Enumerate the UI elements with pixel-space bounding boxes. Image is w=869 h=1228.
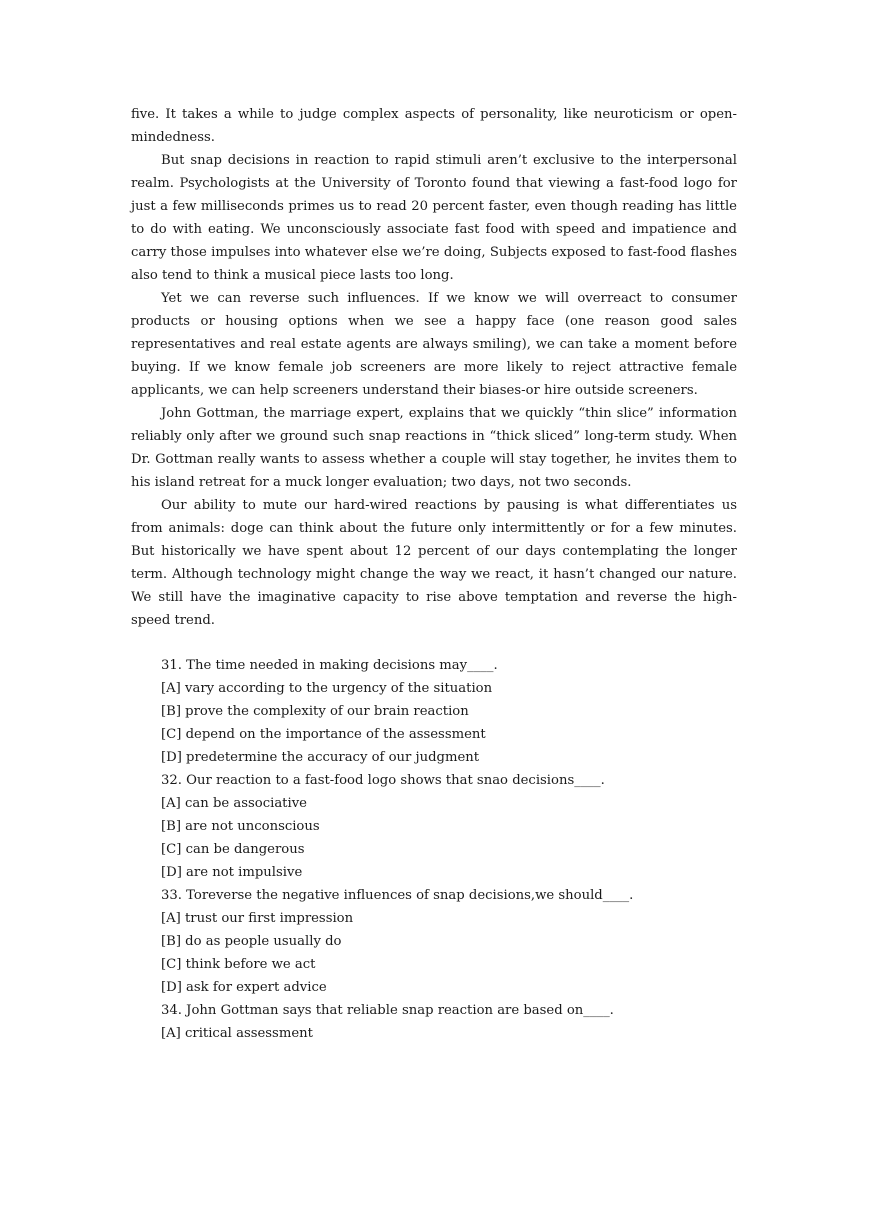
passage-paragraph-1: five. It takes a while to judge complex aspects of personality, like neuroticism or open-mindedness. [131, 107, 737, 145]
question-31-option-c: [C] depend on the importance of the assessment [161, 727, 486, 742]
question-31-option-d: [D] predetermine the accuracy of our judgment [161, 750, 480, 765]
question-31-option-a: [A] vary according to the urgency of the situation [161, 681, 493, 696]
passage-paragraph-5: Our ability to mute our hard-wired reactions by pausing is what differentiates us from animals: doge can think about the future only intermittently or for a few minutes. But historically we have spent about 12 percent of our days contemplating the longer term. Although technology might change the way we react, it hasn’t changed our nature. We still have the imaginative capacity to rise above temptation and reverse the high-speed trend. [131, 498, 737, 628]
question-32-option-a: [A] can be associative [161, 796, 307, 811]
question-list [131, 654, 737, 1045]
passage-paragraph-3: Yet we can reverse such influences. If we know we will overreact to consumer products or housing options when we see a happy face (one reason good sales representatives and real estate agents are always smiling), we can take a moment before buying. If we know female job screeners are more likely to reject attractive female applicants, we can help screeners understand their biases-or hire outside screeners. [131, 291, 737, 398]
question-32-stem: 32. Our reaction to a fast-food logo shows that snao decisions____. [161, 773, 605, 788]
question-33-option-b: [B] do as people usually do [161, 934, 342, 949]
reading-passage [131, 103, 737, 632]
question-32-option-c: [C] can be dangerous [161, 842, 305, 857]
passage-paragraph-2: But snap decisions in reaction to rapid stimuli aren’t exclusive to the interpersonal realm. Psychologists at the University of Toronto found that viewing a fast-food logo for just a few milliseconds primes us to read 20 percent faster, even though reading has little to do with eating. We unconsciously associate fast food with speed and impatience and carry those impulses into whatever else we’re doing, Subjects exposed to fast-food flashes also tend to think a musical piece lasts too long. [131, 153, 737, 283]
question-32-option-d: [D] are not impulsive [161, 865, 303, 880]
question-31-stem: 31. The time needed in making decisions may____. [161, 658, 498, 673]
question-33-option-c: [C] think before we act [161, 957, 316, 972]
question-32-option-b: [B] are not unconscious [161, 819, 320, 834]
question-33-option-d: [D] ask for expert advice [161, 980, 327, 995]
question-33-option-a: [A] trust our first impression [161, 911, 354, 926]
question-34-option-a: [A] critical assessment [161, 1026, 313, 1041]
question-34-stem: 34. John Gottman says that reliable snap reaction are based on____. [161, 1003, 614, 1018]
document-page [131, 103, 737, 1045]
passage-paragraph-4: John Gottman, the marriage expert, explains that we quickly “thin slice” information reliably only after we ground such snap reactions in “thick sliced” long-term study. When Dr. Gottman really wants to assess whether a couple will stay together, he invites them to his island retreat for a muck longer evaluation; two days, not two seconds. [131, 406, 737, 490]
question-31-option-b: [B] prove the complexity of our brain reaction [161, 704, 469, 719]
question-33-stem: 33. Toreverse the negative influences of snap decisions,we should____. [161, 888, 634, 903]
